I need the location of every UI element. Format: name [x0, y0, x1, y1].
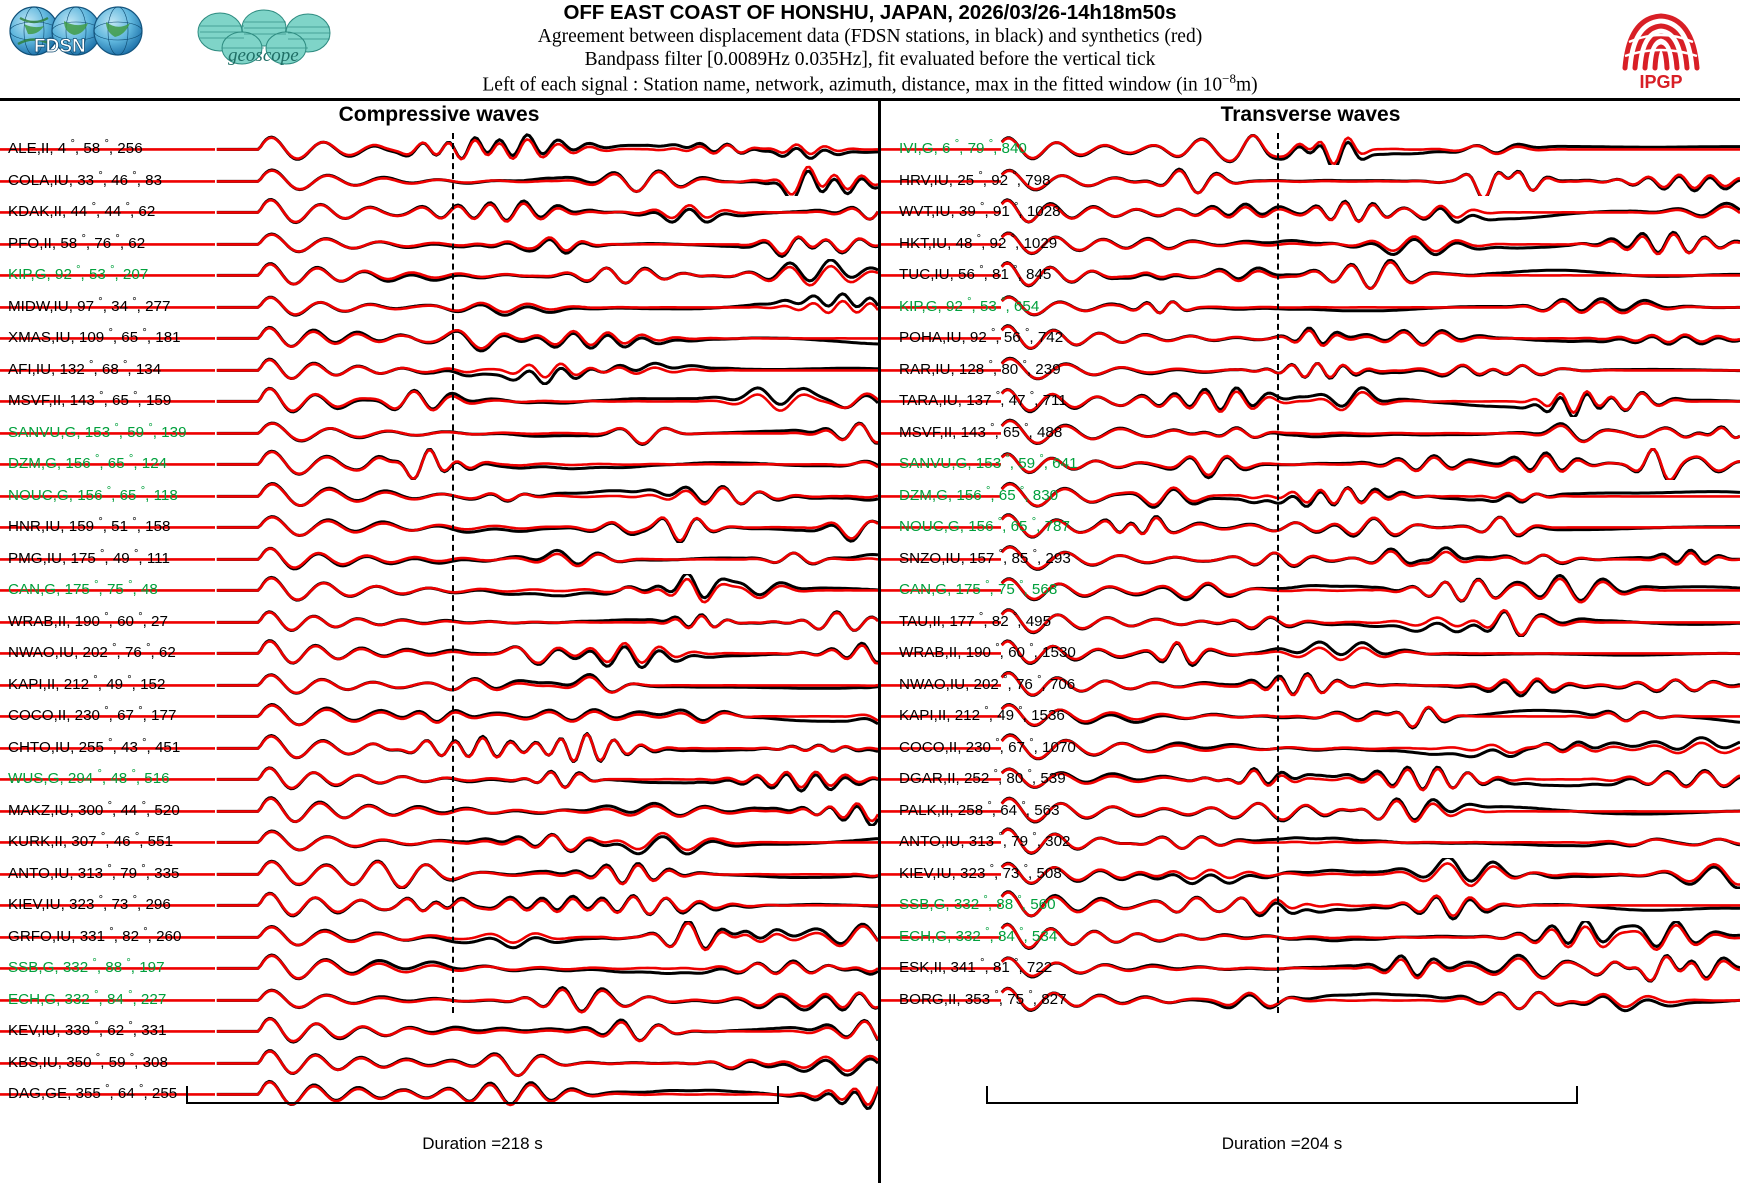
subtitle-line-2: Bandpass filter [0.0089Hz 0.035Hz], fit evaluated before the vertical tick — [584, 48, 1156, 70]
trace-label: DZM,G, 156 °, 65 °, 830 — [899, 484, 1059, 504]
trace-label: AFI,IU, 132 °, 68 °, 134 — [8, 358, 162, 378]
synthetic-line — [1002, 262, 1740, 288]
trace-row — [0, 858, 878, 890]
trace-row — [881, 795, 1740, 827]
trace-label: HKT,IU, 48 °, 92 °, 1029 — [899, 232, 1058, 252]
trace-label: KIP,G, 92 °, 53 °, 654 — [899, 295, 1040, 315]
trace-row — [0, 480, 878, 512]
trace-row — [0, 889, 878, 921]
trace-label: COCO,II, 230 °, 67 °, 1070 — [899, 736, 1076, 756]
subtitle-line-1: Agreement between displacement data (FDSN stations, in black) and synthetics (red) — [537, 25, 1203, 47]
trace-row — [0, 637, 878, 669]
trace-row — [881, 669, 1740, 701]
observed-data-line — [217, 200, 878, 223]
trace-label: KAPI,II, 212 °, 49 °, 152 — [8, 673, 166, 693]
trace-row — [881, 889, 1740, 921]
trace-label: KDAK,II, 44 °, 44 °, 62 — [8, 201, 156, 221]
trace-row — [0, 511, 878, 543]
trace-row — [0, 165, 878, 197]
trace-row — [0, 700, 878, 732]
duration-label-right: Duration =204 s — [1221, 1134, 1343, 1153]
synthetic-line — [1002, 641, 1740, 663]
panel-title-compressive: Compressive waves — [338, 103, 540, 126]
trace-label: WRAB,II, 190 °, 60 °, 27 — [8, 610, 168, 630]
subtitle-line-3-a: Left of each signal : Station name, network, azimuth, distance, max in the fitted window (in 10 — [482, 74, 1223, 96]
fit-window-tick-right — [1277, 133, 1279, 1013]
trace-row — [881, 165, 1740, 197]
trace-row — [881, 228, 1740, 260]
synthetic-line — [217, 861, 878, 886]
duration-bracket-left — [186, 1086, 779, 1104]
observed-data-line — [1002, 921, 1740, 949]
observed-data-line — [217, 169, 878, 196]
trace-label: HRV,IU, 25 °, 92 °, 798 — [899, 169, 1051, 189]
trace-row — [0, 228, 878, 260]
trace-row — [881, 417, 1740, 449]
trace-row — [0, 826, 878, 858]
synthetic-line — [217, 265, 878, 286]
synthetic-line — [1002, 893, 1740, 916]
trace-label: NOUC,G, 156 °, 65 °, 118 — [8, 484, 178, 504]
trace-row — [881, 637, 1740, 669]
trace-label: PFO,II, 58 °, 76 °, 62 — [8, 232, 146, 252]
fdsn-logo — [8, 4, 158, 66]
trace-label: SSB,G, 332 °, 88 °, 560 — [899, 894, 1056, 914]
observed-data-line — [1002, 575, 1740, 601]
synthetic-line — [1002, 957, 1740, 981]
trace-row — [0, 984, 878, 1016]
trace-label: KEV,IU, 339 °, 62 °, 331 — [8, 1020, 167, 1040]
synthetic-line — [1002, 449, 1740, 479]
synthetic-line — [1002, 830, 1740, 853]
trace-label: HNR,IU, 159 °, 51 °, 158 — [8, 516, 171, 536]
trace-label: MSVF,II, 143 °, 65 °, 488 — [899, 421, 1063, 441]
trace-label: TARA,IU, 137 °, 47 °, 711 — [899, 390, 1067, 410]
synthetic-line — [1002, 863, 1740, 886]
trace-label: CAN,G, 175 °, 75 °, 48 — [8, 579, 158, 599]
trace-row — [0, 921, 878, 953]
synthetic-line — [1002, 610, 1740, 635]
observed-data-line — [1002, 858, 1740, 888]
subtitle-exponent: −8 — [1222, 70, 1236, 86]
trace-label: SSB,G, 332 °, 88 °, 197 — [8, 957, 165, 977]
synthetic-line — [1002, 420, 1740, 442]
trace-row — [881, 196, 1740, 228]
trace-label: ANTO,IU, 313 °, 79 °, 335 — [8, 862, 180, 882]
trace-label: NWAO,IU, 202 °, 76 °, 706 — [899, 673, 1076, 693]
trace-label: TUC,IU, 56 °, 81 °, 845 — [899, 264, 1052, 284]
observed-data-line — [217, 293, 878, 315]
synthetic-line — [217, 328, 878, 348]
trace-label: SANVU,G, 153 °, 59 °, 641 — [899, 453, 1078, 473]
trace-label: MIDW,IU, 97 °, 34 °, 277 — [8, 295, 171, 315]
trace-row — [881, 763, 1740, 795]
trace-label: XMAS,IU, 109 °, 65 °, 181 — [8, 327, 181, 347]
observed-data-line — [217, 517, 878, 543]
trace-label: ESK,II, 341 °, 81 °, 722 — [899, 957, 1053, 977]
trace-label: KIEV,IU, 323 °, 73 °, 508 — [899, 862, 1062, 882]
trace-row — [0, 669, 878, 701]
trace-row — [881, 984, 1740, 1016]
trace-row — [881, 700, 1740, 732]
observed-data-line — [217, 674, 878, 693]
synthetic-line — [1002, 798, 1740, 821]
synthetic-line — [217, 923, 878, 950]
observed-data-line — [217, 260, 878, 284]
trace-row — [881, 574, 1740, 606]
synthetic-line — [217, 234, 878, 254]
trace-label: COLA,IU, 33 °, 46 °, 83 — [8, 169, 163, 189]
synthetic-line — [1002, 484, 1740, 506]
trace-row — [0, 385, 878, 417]
subtitle-line-3 — [330, 71, 1410, 97]
trace-label: COCO,II, 230 °, 67 °, 177 — [8, 705, 177, 725]
synthetic-line — [217, 705, 878, 725]
panel-title-transverse: Transverse waves — [1220, 103, 1401, 126]
trace-list-transverse — [881, 133, 1740, 1015]
trace-row — [0, 763, 878, 795]
trace-label: ECH,G, 332 °, 84 °, 227 — [8, 988, 167, 1008]
trace-row — [0, 574, 878, 606]
trace-row — [881, 322, 1740, 354]
synthetic-line — [217, 894, 878, 915]
trace-label: WRAB,II, 190 °, 60 °, 1530 — [899, 642, 1076, 662]
trace-label: CHTO,IU, 255 °, 43 °, 451 — [8, 736, 181, 756]
trace-row — [0, 196, 878, 228]
trace-label: KIP,G, 92 °, 53 °, 207 — [8, 264, 149, 284]
trace-row — [881, 291, 1740, 323]
svg-text:FDSN: FDSN — [34, 36, 86, 57]
trace-label: KIEV,IU, 323 °, 73 °, 296 — [8, 894, 171, 914]
subtitle-line-3-b: m) — [1235, 74, 1258, 96]
figure-header — [0, 0, 1740, 100]
trace-row — [0, 448, 878, 480]
trace-label: POHA,IU, 92 °, 56 °, 742 — [899, 327, 1064, 347]
synthetic-line — [217, 832, 878, 850]
trace-row — [0, 291, 878, 323]
trace-label: MAKZ,IU, 300 °, 44 °, 520 — [8, 799, 180, 819]
trace-row — [0, 1015, 878, 1047]
trace-row — [0, 1047, 878, 1079]
trace-label: ANTO,IU, 313 °, 79 °, 302 — [899, 831, 1071, 851]
trace-row — [881, 826, 1740, 858]
trace-label: TAU,II, 177 °, 82 °, 495 — [899, 610, 1052, 630]
svg-text:geoscope: geoscope — [228, 45, 299, 66]
trace-label: PALK,II, 258 °, 64 °, 563 — [899, 799, 1060, 819]
trace-label: DAG,GE, 355 °, 64 °, 255 — [8, 1083, 178, 1103]
trace-row — [0, 354, 878, 386]
trace-row — [881, 133, 1740, 165]
trace-row — [881, 921, 1740, 953]
synthetic-line — [217, 1051, 878, 1075]
trace-label: ECH,G, 332 °, 84 °, 534 — [899, 925, 1058, 945]
synthetic-line — [217, 167, 878, 194]
trace-row — [881, 952, 1740, 984]
synthetic-line — [1002, 673, 1740, 695]
synthetic-line — [217, 989, 878, 1012]
synthetic-line — [1002, 515, 1740, 536]
trace-label: KURK,II, 307 °, 46 °, 551 — [8, 831, 174, 851]
trace-row — [881, 480, 1740, 512]
trace-row — [0, 732, 878, 764]
trace-label: WVT,IU, 39 °, 91 °, 1028 — [899, 201, 1061, 221]
trace-label: BORG,II, 353 °, 75 °, 827 — [899, 988, 1067, 1008]
trace-row — [881, 543, 1740, 575]
title-block — [330, 2, 1410, 96]
svg-text:IPGP: IPGP — [1639, 72, 1683, 92]
trace-row — [0, 322, 878, 354]
synthetic-line — [217, 768, 878, 788]
transverse-waves-panel — [881, 101, 1740, 1183]
trace-label: SANVU,G, 153 °, 59 °, 139 — [8, 421, 187, 441]
trace-row — [0, 417, 878, 449]
trace-list-compressive — [0, 133, 878, 1110]
compressive-waves-panel — [0, 101, 878, 1183]
synthetic-line — [217, 956, 878, 979]
trace-label: KBS,IU, 350 °, 59 °, 308 — [8, 1051, 168, 1071]
trace-label: NOUC,G, 156 °, 65 °, 787 — [899, 516, 1070, 536]
trace-label: PMG,IU, 175 °, 49 °, 111 — [8, 547, 170, 567]
trace-label: WUS,G, 294 °, 48 °, 516 — [8, 768, 170, 788]
trace-row — [0, 259, 878, 291]
trace-row — [881, 858, 1740, 890]
trace-label: DGAR,II, 252 °, 80 °, 539 — [899, 768, 1066, 788]
synthetic-line — [1002, 326, 1740, 348]
trace-row — [0, 795, 878, 827]
trace-label: SNZO,IU, 157 °, 85 °, 293 — [899, 547, 1071, 567]
trace-label: GRFO,IU, 331 °, 82 °, 260 — [8, 925, 182, 945]
trace-row — [881, 354, 1740, 386]
trace-label: CAN,G, 175 °, 75 °, 568 — [899, 579, 1058, 599]
trace-label: MSVF,II, 143 °, 65 °, 159 — [8, 390, 172, 410]
observed-data-line — [217, 733, 878, 761]
trace-row — [881, 732, 1740, 764]
synthetic-line — [217, 734, 878, 761]
synthetic-line — [217, 1019, 878, 1041]
synthetic-line — [217, 450, 878, 478]
trace-row — [0, 952, 878, 984]
synthetic-line — [217, 389, 878, 411]
synthetic-line — [217, 548, 878, 567]
synthetic-line — [1002, 136, 1740, 164]
page-title: OFF EAST COAST OF HONSHU, JAPAN, 2026/03/26-14h18m50s — [563, 1, 1177, 24]
trace-row — [881, 385, 1740, 417]
trace-row — [0, 133, 878, 165]
trace-label: NWAO,IU, 202 °, 76 °, 62 — [8, 642, 176, 662]
fit-window-tick-left — [452, 133, 454, 1013]
trace-row — [0, 606, 878, 638]
synthetic-line — [1002, 924, 1740, 949]
trace-row — [881, 511, 1740, 543]
trace-label: IVI,G, 6 °, 79 °, 840 — [899, 138, 1027, 158]
trace-row — [881, 606, 1740, 638]
trace-label: RAR,IU, 128 °, 80 °, 239 — [899, 358, 1061, 378]
synthetic-line — [217, 423, 878, 443]
synthetic-line — [1002, 170, 1740, 196]
trace-row — [881, 448, 1740, 480]
trace-label: ALE,II, 4 °, 58 °, 256 — [8, 138, 143, 158]
ipgp-logo — [1605, 2, 1717, 94]
trace-row — [0, 543, 878, 575]
trace-label: DZM,G, 156 °, 65 °, 124 — [8, 453, 168, 473]
trace-row — [881, 259, 1740, 291]
trace-label: KAPI,II, 212 °, 49 °, 1536 — [899, 705, 1065, 725]
duration-bracket-right — [986, 1086, 1578, 1104]
duration-label-left: Duration =218 s — [422, 1134, 543, 1153]
